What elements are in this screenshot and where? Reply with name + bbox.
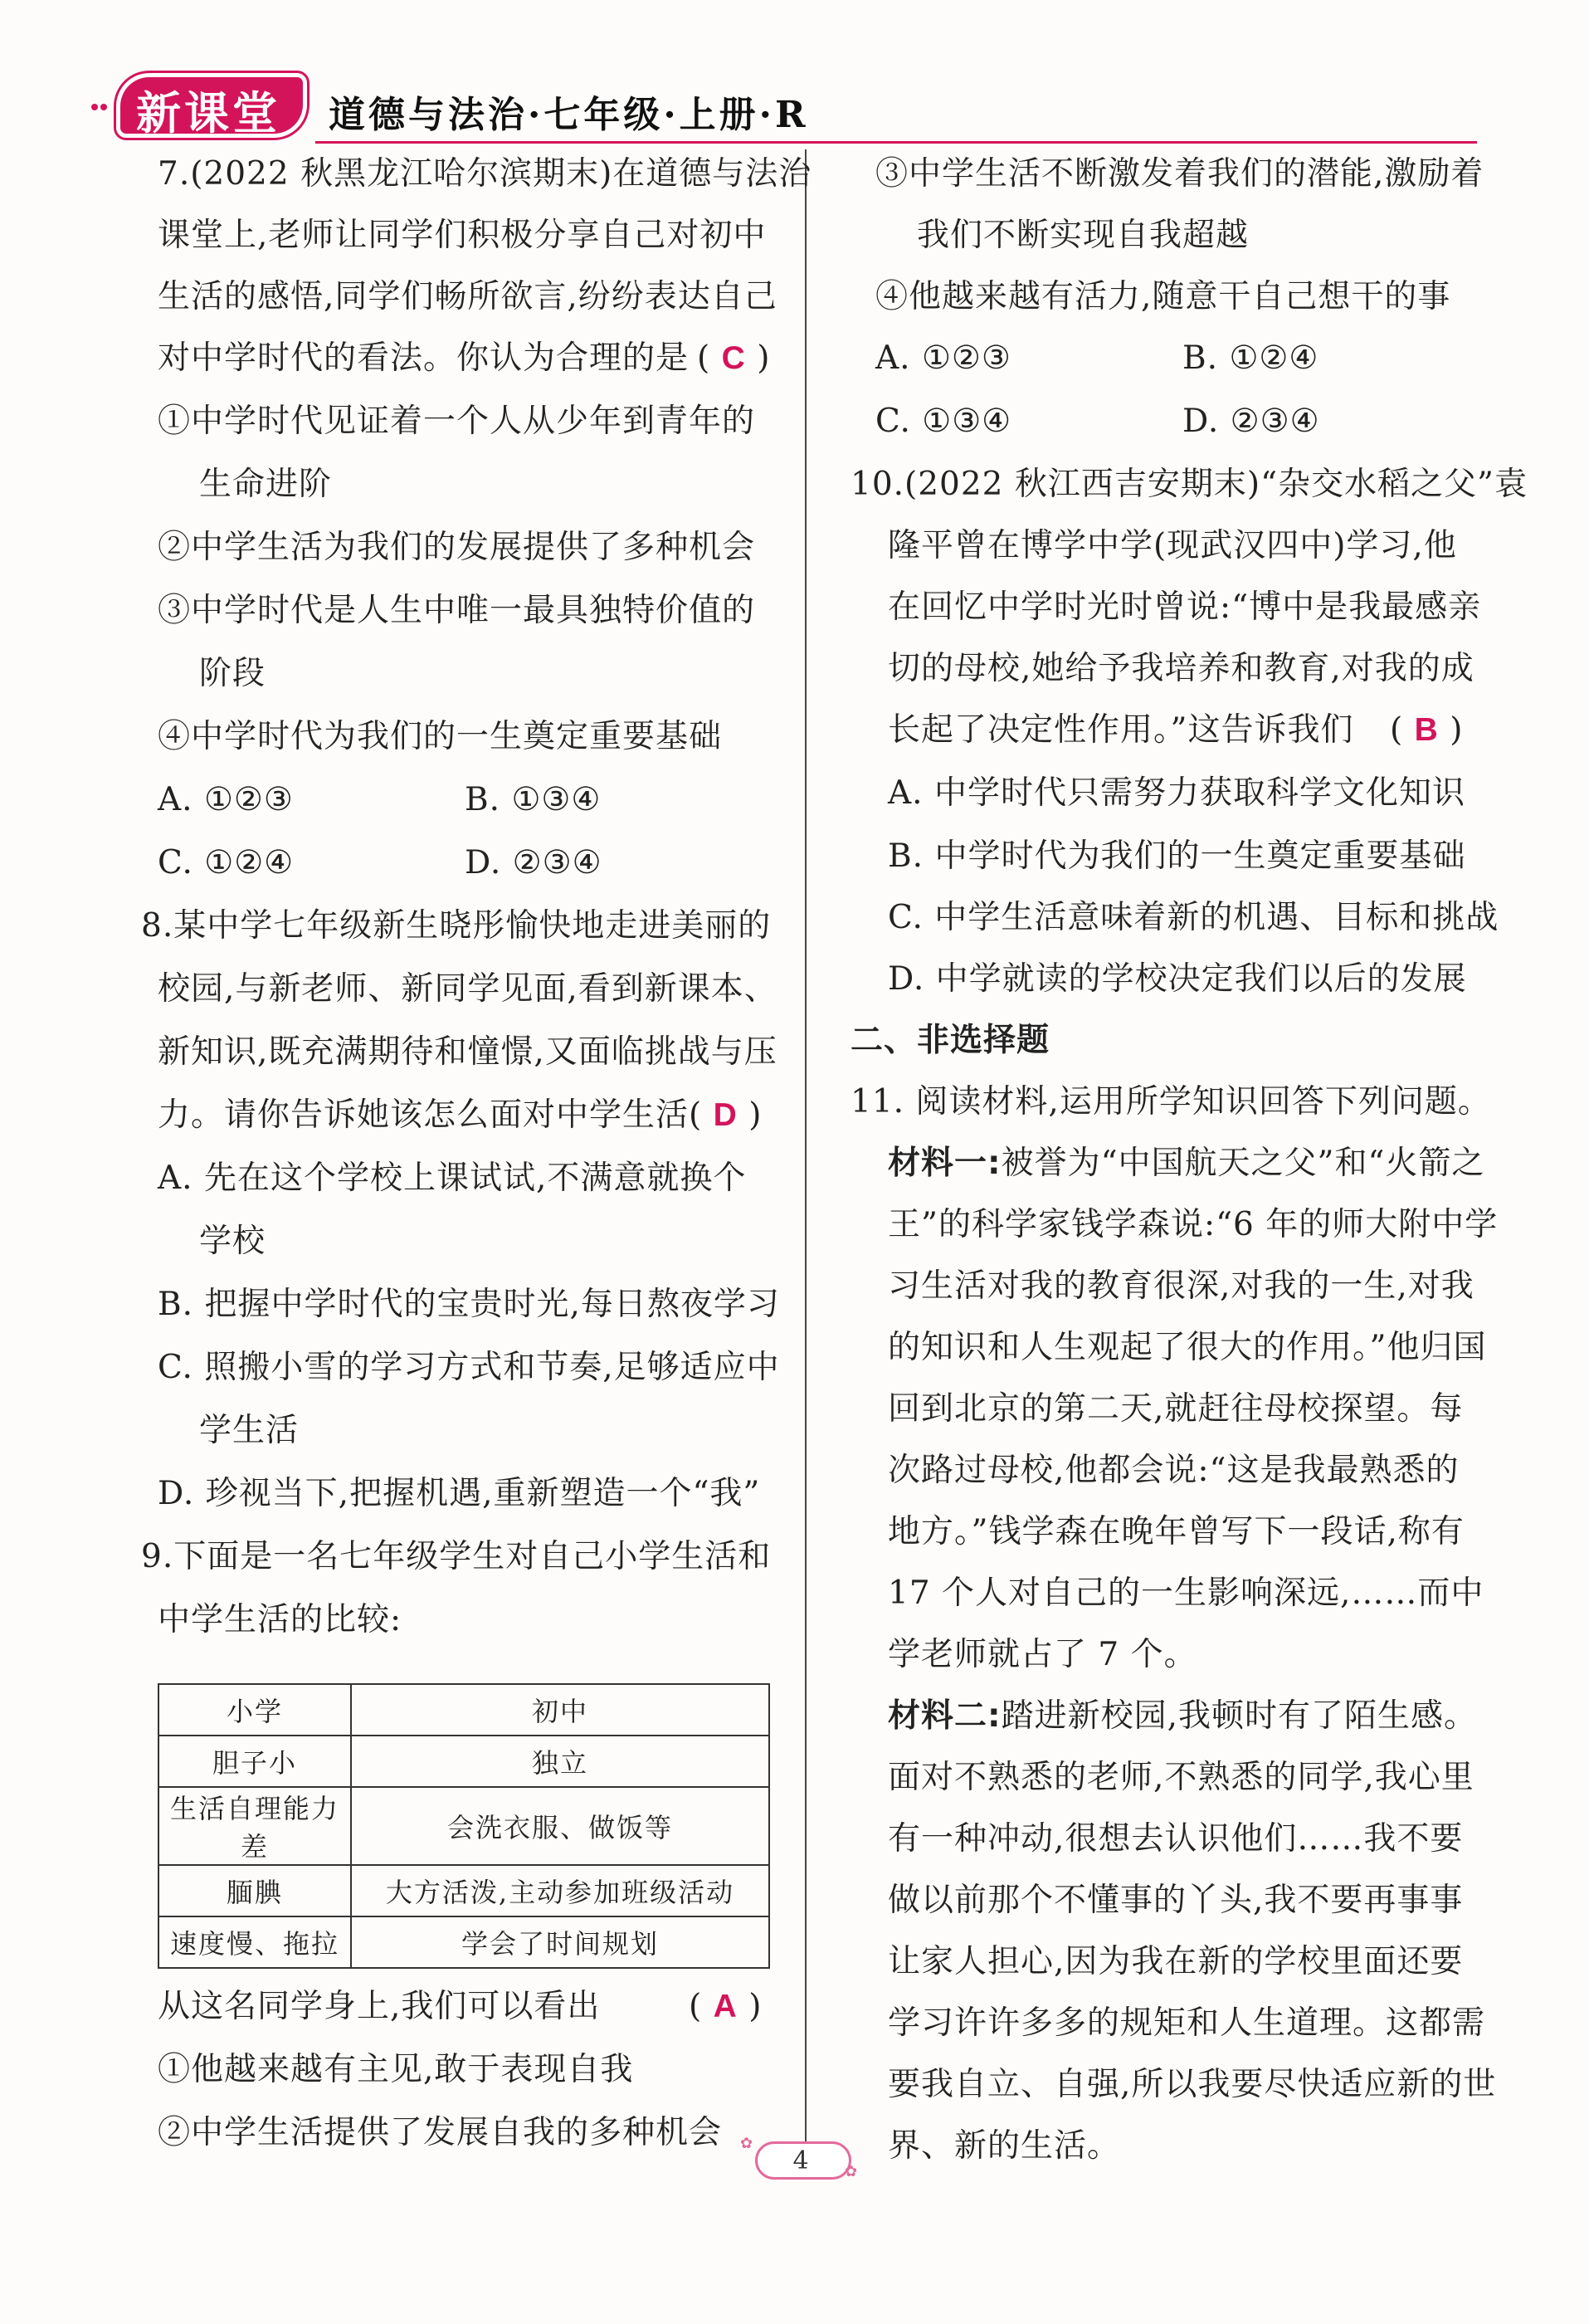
q9-option-3a: ③中学生活不断激发着我们的潜能,激励着 (875, 155, 1484, 193)
q9-choice-b: B. ①②④ (1182, 339, 1319, 377)
q9-option-1: ①他越来越有主见,敢于表现自我 (158, 2051, 634, 2088)
page-footer (740, 2133, 863, 2183)
q7-line-1: 7.(2022 秋黑龙江哈尔滨期末)在道德与法治 (158, 155, 812, 193)
logo-text: 新课堂 (136, 87, 280, 139)
table-row (158, 1787, 769, 1865)
q9-answer-bracket (689, 1990, 762, 2023)
q10-line-1: 10.(2022 秋江西吉安期末)“杂交水稻之父”袁 (851, 466, 1528, 503)
q11-material1-line-7: 地方。”钱学森在晚年曾写下一段话,称有 (888, 1513, 1465, 1550)
material1-label: 材料一: (888, 1145, 1002, 1182)
q9-choice-c: C. ①③④ (875, 403, 1012, 440)
q11-material2-line-8: 界、新的生活。 (888, 2127, 1121, 2165)
table-header-row (158, 1684, 769, 1736)
q8-option-c2: 学生活 (199, 1412, 300, 1449)
q9-line-2: 中学生活的比较: (158, 1601, 402, 1638)
q11-material1-line-4: 的知识和人生观起了很大的作用。”他归国 (888, 1329, 1487, 1366)
q10-line-5: 长起了决定性作用。”这告诉我们 (888, 711, 1354, 749)
q9-line-1: 9.下面是一名七年级学生对自己小学生活和 (141, 1538, 772, 1575)
q7-option-4: ④中学时代为我们的一生奠定重要基础 (158, 718, 723, 755)
star-icon: ✿ (740, 2135, 753, 2152)
q7-answer-bracket (697, 339, 771, 377)
q7-option-2: ②中学生活为我们的发展提供了多种机会 (158, 529, 756, 566)
q9-answer: A (713, 1989, 738, 2024)
paren-close: ) (1450, 711, 1464, 749)
q7-choice-b: B. ①③④ (465, 781, 602, 818)
q11-material2-line-7: 要我自立、自强,所以我要尽快适应新的世 (888, 2066, 1497, 2103)
q11-material2-line-5: 让家人担心,因为我在新的学校里面还要 (888, 1943, 1464, 1980)
q9-choice-a: A. ①②③ (875, 339, 1011, 377)
paren-open: ( (697, 339, 711, 377)
table-cell: 腼腆 (158, 1865, 351, 1916)
q8-option-d: D. 珍视当下,把握机遇,重新塑造一个“我” (158, 1475, 761, 1512)
q11-stem: 11. 阅读材料,运用所学知识回答下列问题。 (851, 1083, 1491, 1120)
q8-answer-bracket (689, 1096, 763, 1134)
q7-answer: C (721, 340, 746, 376)
section-title-nonchoice: 二、非选择题 (851, 1022, 1050, 1059)
q10-option-b: B. 中学时代为我们的一生奠定重要基础 (888, 837, 1466, 875)
q8-option-c1: C. 照搬小雪的学习方式和节奏,足够适应中 (158, 1349, 780, 1386)
paren-close: ) (748, 1988, 763, 2025)
table-cell: 速度慢、拖拉 (158, 1916, 351, 1968)
q8-option-b: B. 把握中学时代的宝贵时光,每日熬夜学习 (158, 1286, 780, 1323)
q11-material1-line-9: 学老师就占了 7 个。 (888, 1636, 1197, 1673)
q7-line-4: 对中学时代的看法。你认为合理的是 (158, 339, 690, 377)
q8-option-a1: A. 先在这个学校上课试试,不满意就换个 (158, 1160, 747, 1197)
table-cell: 大方活泼,主动参加班级活动 (351, 1865, 769, 1916)
q7-line-3: 生活的感悟,同学们畅所欲言,纷纷表达自己 (158, 278, 777, 315)
q10-line-4: 切的母校,她给予我培养和教育,对我的成 (888, 650, 1474, 687)
paren-close: ) (757, 339, 771, 377)
logo-dots (91, 98, 119, 106)
q9-option-2: ②中学生活提供了发展自我的多种机会 (158, 2114, 723, 2151)
q8-answer: D (713, 1097, 738, 1133)
q11-material2-line-6: 学习许许多多的规矩和人生道理。这都需 (888, 2004, 1486, 2042)
table-row (158, 1916, 769, 1968)
material2-text: 踏进新校园,我顿时有了陌生感。 (1001, 1697, 1478, 1735)
q10-option-c: C. 中学生活意味着新的机遇、目标和挑战 (888, 899, 1499, 936)
q7-option-3a: ③中学时代是人生中唯一最具独特价值的 (158, 592, 756, 629)
q11-material2-line-2: 面对不熟悉的老师,不熟悉的同学,我心里 (888, 1759, 1474, 1796)
q11-material1-line-8: 17 个人对自己的一生影响深远,……而中 (888, 1575, 1484, 1612)
paren-open: ( (689, 1988, 703, 2025)
paren-open: ( (689, 1096, 703, 1134)
q11-material2-line-1 (888, 1697, 1478, 1735)
paren-close: ) (748, 1096, 763, 1134)
q9-choice-d: D. ②③④ (1182, 403, 1320, 440)
q7-choice-c: C. ①②④ (158, 844, 295, 881)
logo (116, 73, 307, 138)
q9-option-4: ④他越来越有活力,随意干自己想干的事 (875, 278, 1451, 315)
table-cell: 会洗衣服、做饭等 (351, 1787, 769, 1865)
q11-material1-line-6: 次路过母校,他都会说:“这是我最熟悉的 (888, 1452, 1460, 1489)
table-cell: 胆子小 (158, 1736, 351, 1787)
table-row (158, 1736, 769, 1787)
q7-choice-a: A. ①②③ (158, 781, 294, 818)
q9-option-3b: 我们不断实现自我超越 (917, 217, 1250, 254)
q8-line-4: 力。请你告诉她该怎么面对中学生活 (158, 1096, 690, 1134)
q10-answer: B (1414, 712, 1439, 748)
q7-choice-d: D. ②③④ (465, 844, 602, 881)
q10-line-2: 隆平曾在博学中学(现武汉四中)学习,他 (888, 527, 1457, 564)
table-header-primary: 小学 (158, 1684, 351, 1736)
q10-option-a: A. 中学时代只需努力获取科学文化知识 (888, 774, 1465, 812)
q10-option-d: D. 中学就读的学校决定我们以后的发展 (888, 960, 1467, 998)
q7-option-1a: ①中学时代见证着一个人从少年到青年的 (158, 403, 756, 440)
book-title: 道德与法治·七年级·上册·R (329, 94, 809, 136)
q8-line-3: 新知识,既充满期待和憧憬,又面临挑战与压 (158, 1033, 777, 1071)
q11-material1-line-1 (888, 1145, 1485, 1182)
q11-material2-line-3: 有一种冲动,很想去认识他们……我不要 (888, 1820, 1464, 1858)
q11-material1-line-3: 习生活对我的教育很深,对我的一生,对我 (888, 1267, 1474, 1305)
table-header-middle: 初中 (351, 1684, 769, 1736)
q9-stem: 从这名同学身上,我们可以看出 (158, 1988, 601, 2025)
column-divider (805, 149, 807, 2158)
q7-option-3b: 阶段 (199, 655, 266, 692)
material2-label: 材料二: (888, 1697, 1002, 1735)
table-cell: 学会了时间规划 (351, 1916, 769, 1968)
header-rule (315, 141, 1477, 144)
q8-line-1: 8.某中学七年级新生晓彤愉快地走进美丽的 (141, 907, 772, 945)
q8-option-a2: 学校 (199, 1223, 266, 1260)
q11-material1-line-2: 王”的科学家钱学森说:“6 年的师大附中学 (888, 1206, 1499, 1243)
comparison-table (158, 1683, 770, 1969)
page-header (116, 73, 1477, 148)
q11-material1-line-5: 回到北京的第二天,就赶往母校探望。每 (888, 1390, 1464, 1428)
q11-material2-line-4: 做以前那个不懂事的丫头,我不要再事事 (888, 1882, 1464, 1919)
material1-text: 被誉为“中国航天之父”和“火箭之 (1001, 1145, 1485, 1182)
paren-open: ( (1390, 711, 1404, 749)
q10-line-3: 在回忆中学时光时曾说:“博中是我最感亲 (888, 588, 1482, 626)
q7-option-1b: 生命进阶 (199, 466, 333, 503)
table-row (158, 1865, 769, 1916)
star-icon: ✿ (845, 2163, 858, 2180)
q8-line-2: 校园,与新老师、新同学见面,看到新课本、 (158, 970, 777, 1008)
table-cell: 独立 (351, 1736, 769, 1787)
q7-line-2: 课堂上,老师让同学们积极分享自己对初中 (158, 217, 767, 254)
q10-answer-bracket (1390, 711, 1464, 749)
page-number: 4 (792, 2146, 809, 2175)
table-cell: 生活自理能力差 (158, 1787, 351, 1865)
